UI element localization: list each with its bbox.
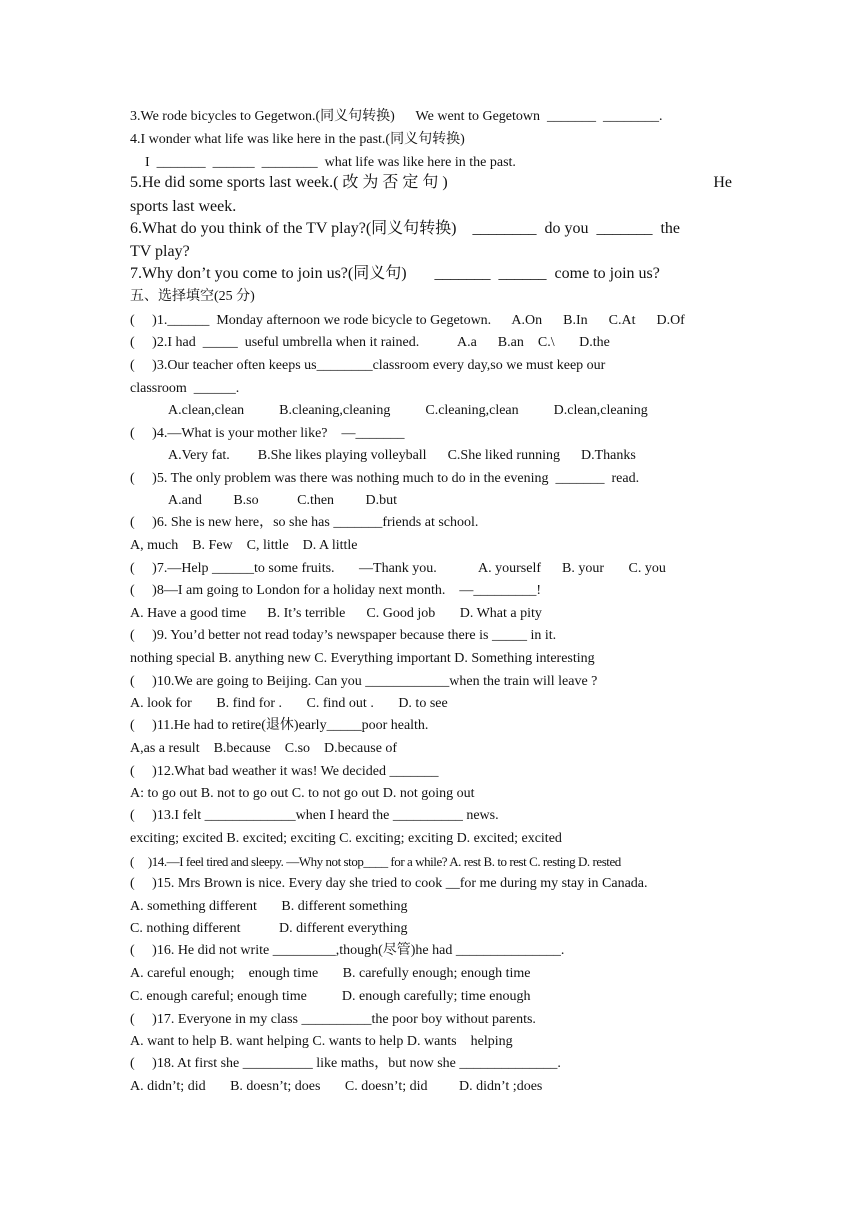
mc-q9-options: nothing special B. anything new C. Everything important D. Something interesting (130, 651, 595, 666)
mc-q6-options: A, much B. Few C, little D. A little (130, 538, 358, 553)
q4-answer-line: I _______ ______ ________ what life was like here in the past. (145, 155, 516, 170)
mc-q10-options: A. look for B. find for . C. find out . D. to see (130, 696, 448, 711)
mc-q6: ( )6. She is new here，so she has _______friends at school. (130, 515, 479, 530)
mc-q14: ( )14.—I feel tired and sleepy. —Why not stop____ for a while? A. rest B. to rest C. resting D. rested (130, 854, 621, 869)
q7-rewrite: 7.Why don’t you come to join us?(同义句) _______ ______ come to join us? (130, 265, 660, 282)
q3-rewrite: 3.We rode bicycles to Gegetwon.(同义句转换) We went to Gegetown _______ ________. (130, 109, 663, 124)
mc-q15-options-cd: C. nothing different D. different everything (130, 921, 408, 936)
mc-q9: ( )9. You’d better not read today’s newspaper because there is _____ in it. (130, 628, 557, 643)
q5-prompt: 5.He did some sports last week.( 改 为 否 定 句 ) (130, 174, 448, 191)
section-five-heading: 五、选择填空(25 分) (130, 289, 255, 304)
q5-he: He (713, 174, 732, 191)
mc-q11: ( )11.He had to retire(退休)early_____poor health. (130, 718, 429, 733)
mc-q10: ( )10.We are going to Beijing. Can you ____________when the train will leave ? (130, 674, 598, 689)
mc-q8: ( )8—I am going to London for a holiday next month. —_________! (130, 583, 541, 598)
mc-q3-options: A.clean,clean B.cleaning,cleaning C.cleaning,clean D.clean,cleaning (168, 403, 648, 418)
mc-q17-options: A. want to help B. want helping C. wants to help D. wants helping (130, 1034, 513, 1049)
mc-q15-options-ab: A. something different B. different something (130, 899, 408, 914)
q6-rewrite: 6.What do you think of the TV play?(同义句转换) ________ do you _______ the (130, 220, 681, 237)
mc-q7: ( )7.—Help ______to some fruits. —Thank you. A. yourself B. your C. you (130, 561, 666, 576)
mc-q8-options: A. Have a good time B. It’s terrible C. Good job D. What a pity (130, 606, 542, 621)
q4-rewrite: 4.I wonder what life was like here in the past.(同义句转换) (130, 132, 465, 147)
mc-q1: ( )1.______ Monday afternoon we rode bicycle to Gegetown. A.On B.In C.At D.Of (130, 313, 685, 328)
mc-q2: ( )2.I had _____ useful umbrella when it rained. A.a B.an C.\ D.the (130, 335, 610, 350)
mc-q15: ( )15. Mrs Brown is nice. Every day she tried to cook __for me during my stay in Canada. (130, 876, 648, 891)
mc-q5: ( )5. The only problem was there was nothing much to do in the evening _______ read. (130, 471, 640, 486)
mc-q16-options-ab: A. careful enough; enough time B. carefully enough; enough time (130, 966, 531, 981)
mc-q4-options: A.Very fat. B.She likes playing volleyball C.She liked running D.Thanks (168, 448, 636, 463)
mc-q13: ( )13.I felt _____________when I heard the __________ news. (130, 808, 499, 823)
mc-q13-options: exciting; excited B. excited; exciting C. exciting; exciting D. excited; excited (130, 831, 562, 846)
mc-q11-options: A,as a result B.because C.so D.because of (130, 741, 398, 756)
mc-q18: ( )18. At first she __________ like maths，but now she ______________. (130, 1056, 561, 1071)
mc-q5-options: A.and B.so C.then D.but (168, 493, 398, 508)
mc-q17: ( )17. Everyone in my class __________the poor boy without parents. (130, 1012, 536, 1027)
mc-q3: ( )3.Our teacher often keeps us________classroom every day,so we must keep our (130, 358, 606, 373)
mc-q12-options: A: to go out B. not to go out C. to not go out D. not going out (130, 786, 475, 801)
mc-q16: ( )16. He did not write _________,though(尽管)he had _______________. (130, 943, 565, 958)
mc-q4: ( )4.—What is your mother like? —_______ (130, 426, 405, 441)
mc-q3-continuation: classroom ______. (130, 381, 240, 396)
mc-q12: ( )12.What bad weather it was! We decided _______ (130, 764, 439, 779)
q5-rewrite (130, 172, 732, 194)
q6-continuation: TV play? (130, 243, 190, 260)
q5-continuation: sports last week. (130, 198, 237, 215)
mc-q18-options: A. didn’t; did B. doesn’t; does C. doesn’t; did D. didn’t ;does (130, 1079, 543, 1094)
mc-q16-options-cd: C. enough careful; enough time D. enough carefully; time enough (130, 989, 531, 1004)
